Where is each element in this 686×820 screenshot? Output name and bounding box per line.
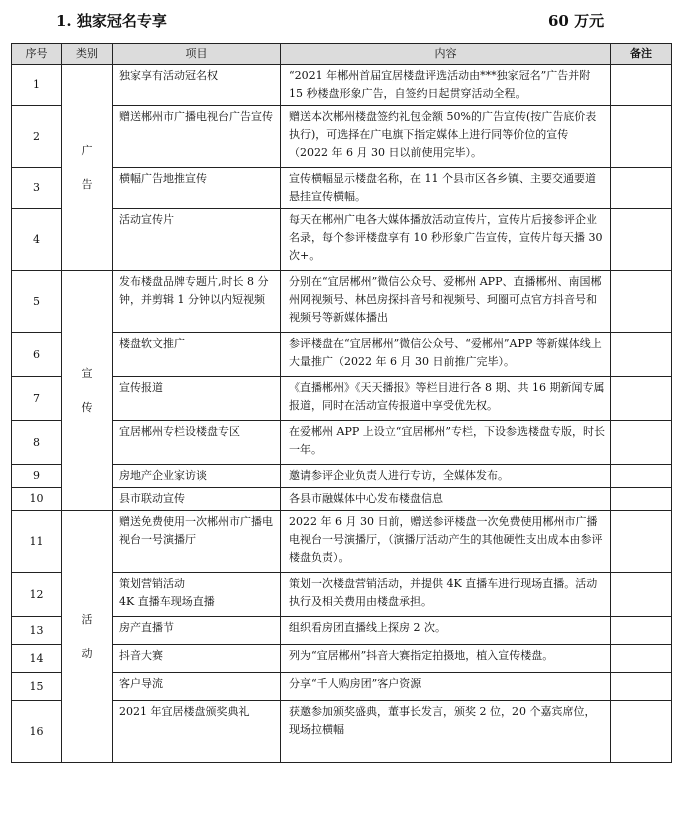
section-title: 1. 独家冠名专享 — [56, 12, 167, 30]
content-cell: 策划一次楼盘营销活动，并提供 4K 直播车进行现场直播。活动执行及相关费用由楼盘承担。 — [281, 573, 611, 617]
item-cell: 房地产企业家访谈 — [113, 465, 281, 488]
note-cell — [611, 377, 672, 421]
row-index: 6 — [12, 333, 62, 377]
row-index: 11 — [12, 511, 62, 573]
header-index: 序号 — [12, 44, 62, 65]
category-char: 动 — [81, 646, 93, 660]
table-header-row — [12, 44, 672, 65]
content-cell: 《直播郴州》《天天播报》等栏目进行各 8 期、共 16 期新闻专属报道，同时在活动宣传报道中享受优先权。 — [281, 377, 611, 421]
note-cell — [611, 65, 672, 106]
note-cell — [611, 333, 672, 377]
category-cell — [62, 65, 113, 271]
content-cell: 邀请参评企业负责人进行专访，全媒体发布。 — [281, 465, 611, 488]
row-index: 1 — [12, 65, 62, 106]
note-cell — [611, 106, 672, 168]
row-index: 9 — [12, 465, 62, 488]
package-benefits-table — [11, 43, 672, 763]
row-index: 4 — [12, 209, 62, 271]
content-cell: 获邀参加颁奖盛典，董事长发言，颁奖 2 位，20 个嘉宾席位，现场拉横幅 — [281, 701, 611, 763]
row-index: 10 — [12, 488, 62, 511]
item-cell: 客户导流 — [113, 673, 281, 701]
content-cell: 参评楼盘在“宜居郴州”微信公众号、“爱郴州”APP 等新媒体线上大量推广（2022 年 6 月 30 日前推广完毕）。 — [281, 333, 611, 377]
row-index: 8 — [12, 421, 62, 465]
note-cell — [611, 465, 672, 488]
item-cell: 宣传报道 — [113, 377, 281, 421]
note-cell — [611, 168, 672, 209]
category-cell — [62, 511, 113, 763]
note-cell — [611, 617, 672, 645]
header-note: 备注 — [611, 44, 672, 65]
row-index: 15 — [12, 673, 62, 701]
table-body — [12, 65, 672, 763]
note-cell — [611, 573, 672, 617]
content-cell: “2021 年郴州首届宜居楼盘评选活动由***独家冠名”广告并附 15 秒楼盘形象广告，自签约日起贯穿活动全程。 — [281, 65, 611, 106]
header-category: 类别 — [62, 44, 113, 65]
item-cell: 独家享有活动冠名权 — [113, 65, 281, 106]
content-cell: 组织看房团直播线上探房 2 次。 — [281, 617, 611, 645]
item-cell: 抖音大赛 — [113, 645, 281, 673]
category-char: 传 — [81, 400, 93, 414]
item-cell: 活动宣传片 — [113, 209, 281, 271]
content-cell: 列为“宜居郴州”抖音大赛指定拍摄地，植入宣传楼盘。 — [281, 645, 611, 673]
row-index: 7 — [12, 377, 62, 421]
category-char: 广 — [81, 143, 93, 157]
row-index: 16 — [12, 701, 62, 763]
category-char: 活 — [81, 612, 93, 626]
item-cell: 发布楼盘品牌专题片,时长 8 分钟，并剪辑 1 分钟以内短视频 — [113, 271, 281, 333]
item-cell: 宜居郴州专栏设楼盘专区 — [113, 421, 281, 465]
item-cell: 楼盘软文推广 — [113, 333, 281, 377]
item-cell: 横幅广告地推宣传 — [113, 168, 281, 209]
row-index: 3 — [12, 168, 62, 209]
content-cell: 分别在“宜居郴州”微信公众号、爱郴州 APP、直播郴州、南国郴州网视频号、林邑房探抖音号和视频号、珂圈可点官方抖音号和视频号等新媒体播出 — [281, 271, 611, 333]
item-cell: 赠送郴州市广播电视台广告宣传 — [113, 106, 281, 168]
note-cell — [611, 488, 672, 511]
table-row — [12, 65, 672, 106]
category-cell — [62, 271, 113, 511]
row-index: 2 — [12, 106, 62, 168]
content-cell: 赠送本次郴州楼盘签约礼包金额 50%的广告宣传(按广告底价表执行)，可选择在广电旗下指定媒体上进行同等价位的宣传（2022 年 6 月 30 日以前使用完毕）。 — [281, 106, 611, 168]
content-cell: 分享“千人购房团”客户资源 — [281, 673, 611, 701]
row-index: 14 — [12, 645, 62, 673]
item-cell: 赠送免费使用一次郴州市广播电视台一号演播厅 — [113, 511, 281, 573]
item-cell: 县市联动宣传 — [113, 488, 281, 511]
row-index: 13 — [12, 617, 62, 645]
content-cell: 2022 年 6 月 30 日前，赠送参评楼盘一次免费使用郴州市广播电视台一号演播厅，（演播厅活动产生的其他硬性支出成本由参评楼盘负责）。 — [281, 511, 611, 573]
item-cell: 策划营销活动 4K 直播车现场直播 — [113, 573, 281, 617]
item-cell: 房产直播节 — [113, 617, 281, 645]
note-cell — [611, 645, 672, 673]
row-index: 12 — [12, 573, 62, 617]
note-cell — [611, 511, 672, 573]
header-content: 内容 — [281, 44, 611, 65]
category-char: 宣 — [81, 366, 93, 380]
package-price: 60 万元 — [548, 12, 605, 30]
category-char: 告 — [81, 177, 93, 191]
header-item: 项目 — [113, 44, 281, 65]
content-cell: 每天在郴州广电各大媒体播放活动宣传片，宣传片后接参评企业名录，每个参评楼盘享有 10 秒形象广告宣传，宣传片每天播 30 次+。 — [281, 209, 611, 271]
item-cell: 2021 年宜居楼盘颁奖典礼 — [113, 701, 281, 763]
content-cell: 宣传横幅显示楼盘名称，在 11 个县市区各乡镇、主要交通要道悬挂宣传横幅。 — [281, 168, 611, 209]
section-heading — [0, 0, 686, 40]
note-cell — [611, 421, 672, 465]
note-cell — [611, 209, 672, 271]
note-cell — [611, 673, 672, 701]
table-row — [12, 511, 672, 573]
row-index: 5 — [12, 271, 62, 333]
content-cell: 在爱郴州 APP 上设立“宜居郴州”专栏，下设参选楼盘专版，时长一年。 — [281, 421, 611, 465]
table-row — [12, 271, 672, 333]
note-cell — [611, 271, 672, 333]
note-cell — [611, 701, 672, 763]
content-cell: 各县市融媒体中心发布楼盘信息 — [281, 488, 611, 511]
